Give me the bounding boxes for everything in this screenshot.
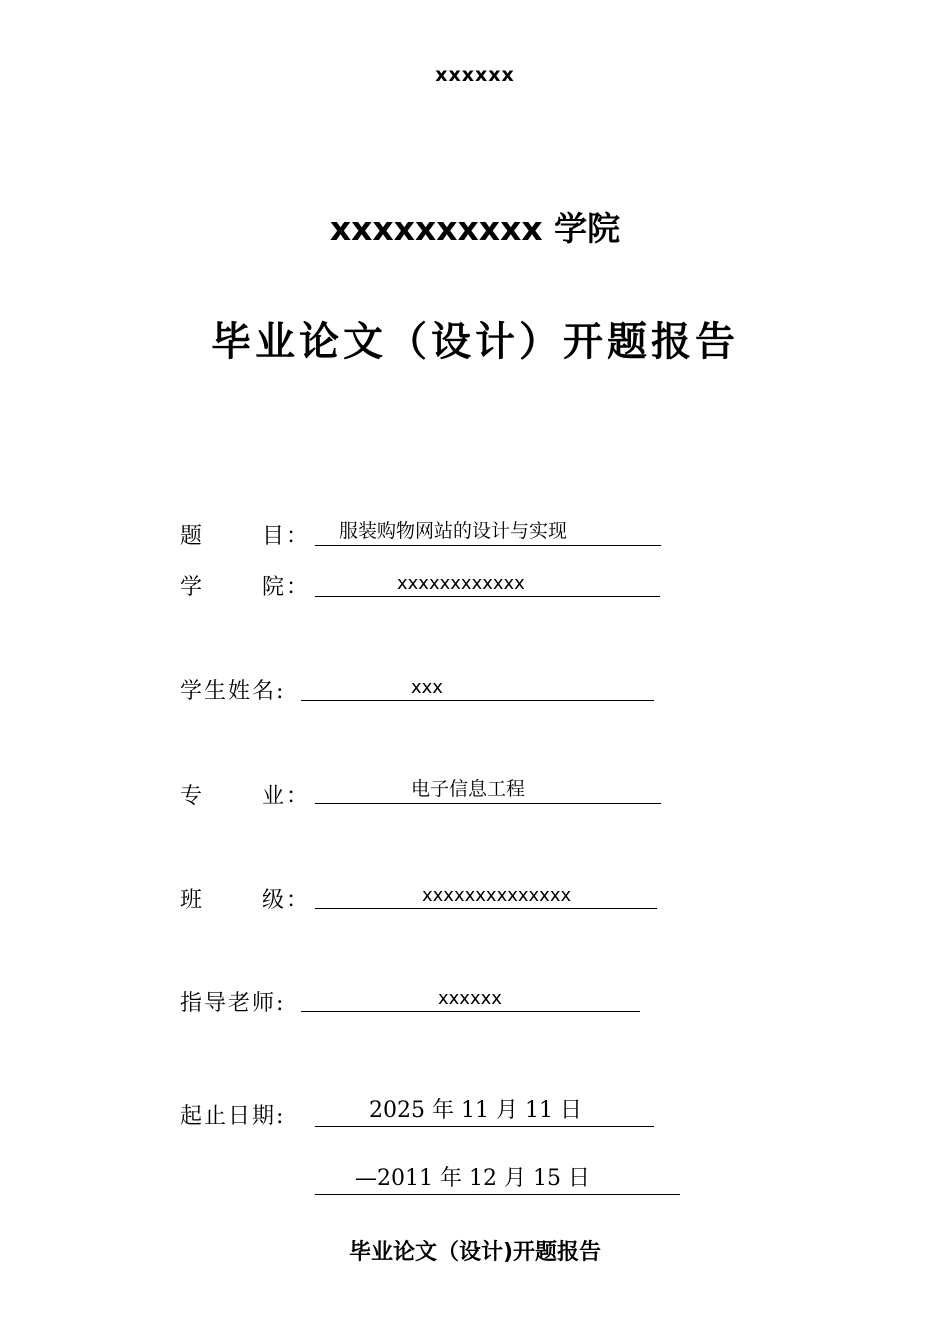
major-label-a: 专	[180, 784, 205, 809]
period-end-field	[315, 1164, 680, 1195]
college-name: xxxxxxxxxx 学院	[329, 209, 621, 248]
period-start-value: 2025 年 11 月 11 日	[369, 1098, 582, 1123]
college-label-b: 院：	[262, 575, 311, 600]
period-start-field	[315, 1096, 654, 1127]
topic-field	[315, 517, 661, 546]
student-name-field	[301, 672, 654, 701]
topic-label-a: 题	[180, 524, 205, 549]
student-name-value: xxx	[411, 677, 443, 698]
major-label	[180, 779, 310, 810]
advisor-field	[301, 983, 640, 1012]
class-field	[315, 880, 657, 909]
topic-label-b: 目：	[262, 524, 311, 549]
major-field	[315, 775, 661, 804]
class-label-a: 班	[180, 888, 205, 913]
major-value: 电子信息工程	[411, 778, 526, 800]
college-label	[180, 570, 310, 601]
college-label-a: 学	[180, 575, 205, 600]
class-label	[180, 883, 310, 914]
advisor-label: 指导老师:	[180, 991, 286, 1016]
topic-value: 服装购物网站的设计与实现	[339, 520, 568, 542]
advisor-value: xxxxxx	[438, 988, 502, 1009]
report-title: 毕业论文（设计）开题报告	[211, 319, 739, 365]
topic-label	[180, 519, 310, 550]
period-label: 起止日期:	[180, 1104, 286, 1129]
class-value: xxxxxxxxxxxxxx	[422, 885, 572, 906]
class-label-b: 级：	[262, 888, 311, 913]
college-field	[315, 568, 660, 597]
college-value: xxxxxxxxxxxx	[397, 573, 525, 594]
period-end-value: —2011 年 12 月 15 日	[355, 1166, 590, 1191]
student-name-label: 学生姓名:	[180, 679, 286, 704]
major-label-b: 业：	[262, 784, 311, 809]
header-school: xxxxxx	[435, 64, 515, 86]
footer-title: 毕业论文（设计)开题报告	[348, 1240, 602, 1265]
